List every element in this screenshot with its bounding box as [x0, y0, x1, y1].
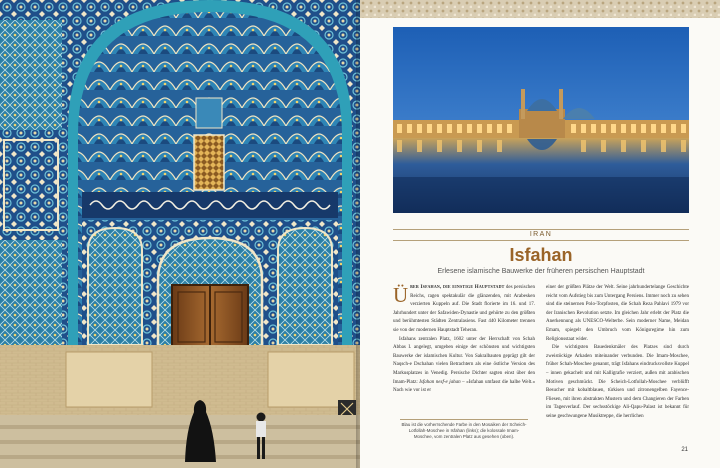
page-title: Isfahan: [509, 245, 573, 265]
text-page: [360, 0, 720, 468]
country-bar: [393, 229, 689, 241]
paragraph-text: Isfahans zentralen Platz, 1602 unter der Herrschaft von Schah Abbas I. angelegt, umgeben einige der schönsten und wichtigsten Bauwerke der islamischen Kultur. Von Sakralbauten geprägt gilt der Naqsch-e Dschahan vielen Betrachtern als eine östliche Version des Markusplatzes in Venedig. Persische Dichter sagten einst über den Imam-Platz:: [393, 336, 535, 385]
paragraph-text: – »Isfahan umfasst die halbe Welt.« Nach wie vor ist er: [393, 379, 536, 394]
photo-caption: Blau ist die vorherrschende Farbe in den Mosaiken der Scheich-Lotfollah-Moschee in Isfahan (links); die kolossale Imam-Moschee, vom zentralen Platz aus gesehen (oben).: [401, 422, 527, 439]
paragraph-text: des persischen Reichs, ragen spektakulär die glänzenden, mit Arabesken verzierten Kuppeln auf. Die Stadt florierte im 16. und 17. Jahrhundert unter der Safawiden-Dynastie und gehörte zu den größten und berühmtesten Städten Zentralasiens. Fast 440 Kilometer trennen sie von der modernen Hauptstadt Teheran.: [393, 285, 536, 333]
country-label: IRAN: [529, 231, 553, 238]
paragraph: [546, 344, 689, 421]
paragraph-text: Die wichtigsten Bauedenkmäler des Platzes sind durch zweistöckige Arkaden miteinander verbunden. Die Imam-Moschee, früher Schah-Moschee genannt, trägt Isfahans eindrucksvollste Kuppel – innen gekachelt und mit Kalligrafie verziert, außen mit arabischen Motiven geschmückt. Die Scheich-Lotfollah-Moschee verblüfft Besucher mit kobaltblauen, türkisen und zitronengelben Fayence-Fliesen, mit ihren abstrakten Mustern und dem Changieren der Farben im Tagesverlauf. Der sechsstöckige Ali-Qapu-Palast ist bekannt für seine geschwungene Musiktreppe, die herrlichen: [546, 345, 689, 419]
divider: [393, 240, 689, 241]
quote-text: Isfahan nesf-e jahan: [419, 379, 461, 385]
decorative-pattern-band: [360, 0, 720, 18]
lead-in: ber Isfahan, die einstige Hauptstadt: [410, 285, 505, 290]
paragraph-text: einer der größten Plätze der Welt. Seine jahrhundertelange Geschichte reicht vom Aufstieg bis zum Untergang Persiens. Immer noch zu sehen sind die steinernen Polo-Torpfosten, die Schah Reza Pahlavi 1979 vor der Iranischen Revolution setzte. Im gleichen Jahr erlebt der Platz die Anerkennung als UNESCO-Welterbe. Sein moderner Name, Meidan Emam, spiegelt den Umbruch vom Königsregime hin zum Religionsstaat wider.: [546, 285, 689, 342]
page-number: 21: [681, 447, 688, 453]
text-column-left: [393, 284, 535, 396]
caption-divider: [400, 419, 528, 420]
imam-mosque-photo: [393, 27, 689, 213]
drop-cap: Ü: [393, 283, 409, 307]
paragraph: [393, 336, 535, 396]
paragraph: [393, 284, 535, 336]
paragraph: [546, 284, 689, 344]
text-column-right: [546, 284, 689, 422]
page-subtitle: Erlesene islamische Bauwerke der früheren persischen Hauptstadt: [437, 268, 645, 275]
